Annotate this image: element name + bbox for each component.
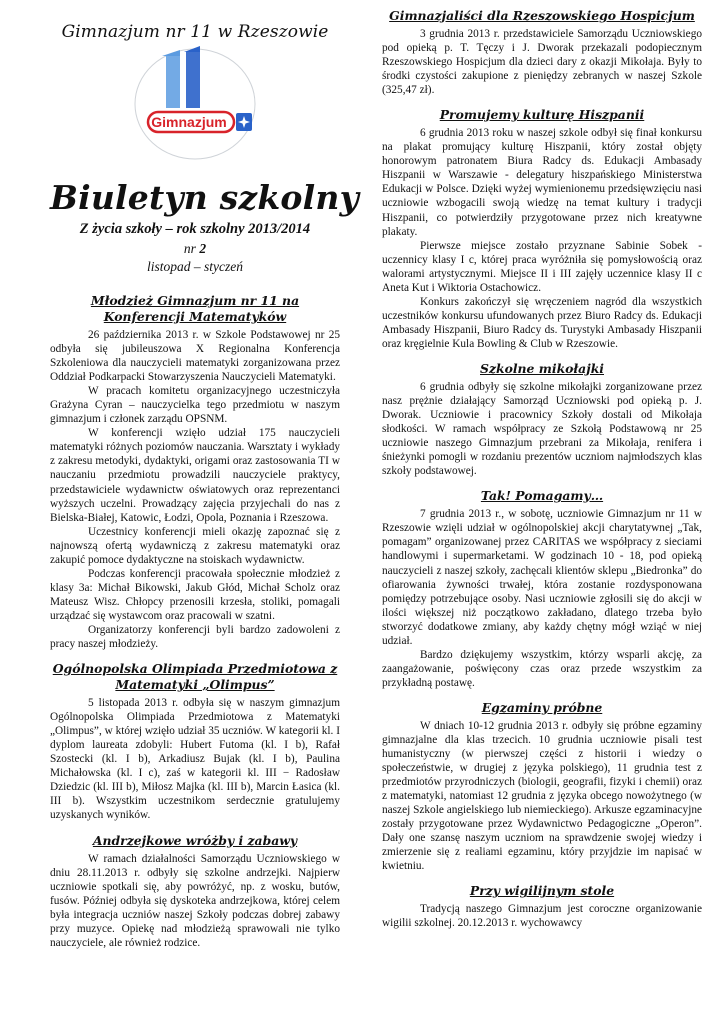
article-paragraph: W ramach działalności Samorządu Uczniowskiego w dniu 28.11.2013 r. odbyły się szkolne andrzejki. Najpierw uczniowie spotkali się, aby powróżyć, np. z wosku, butów, fusów. Później odbyła się dyskoteka andrzejkowa, której celem była integracja uczniów naszej Szkoły podczas dobrej zabawy przy muzyce. Opiekę nad młodzieżą sprawowali nie tylko nauczyciele, ale również rodzice. <box>50 852 340 949</box>
article-paragraph: 26 października 2013 r. w Szkole Podstawowej nr 25 odbyła się jubileuszowa X Regionalna Konferencja Szkoleniowa dla nauczycieli matematyki zorganizowana przez Oddział Podkarpacki Stowarzyszenia Nauczycieli Matematyki. <box>50 329 340 384</box>
article-paragraph: 7 grudnia 2013 r., w sobotę, uczniowie Gimnazjum nr 11 w Rzeszowie wzięli udział w ogólnopolskiej akcji charytatywnej „Tak, pomagam” organizowanej przez CARITAS we współpracy z sieciami handlowymi i supermarketami. W godzinach 10 - 18, pod opieką nauczycieli z naszej szkoły, zachęcali klientów sklepu „Biedronka” do ofiarowania żywności trwałej, która zostanie rozdysponowana pomiędzy potrzebujące osoby. Nasi uczniowie zgłosili się do akcji w ilości większej niż początkowo zakładano, dlatego trzeba było stworzyć dodatkowe zmiany, aby każdy chętny mógł wziąć w niej udział. <box>382 508 702 647</box>
article-hospice <box>382 8 702 97</box>
issue-number: nr 2 <box>183 241 207 256</box>
article-paragraph: Konkurs zakończył się wręczeniem nagród dla wszystkich uczestników konkursu ufundowanych przez Biuro Radcy ds. Edukacji Ambasady Hiszpanii, Biuro Radcy ds. Turystyki Ambasady Hiszpanii oraz kręgielnie Kula Bowling & Club w Rzeszowie. <box>382 295 702 350</box>
article-paragraph: Uczestnicy konferencji mieli okazję zapoznać się z najnowszą ofertą wydawniczą z zakresu matematyki oraz zakupić pomoce dydaktyczne na stoiskach wydawnictw. <box>50 525 340 566</box>
article-paragraph: 6 grudnia 2013 roku w naszej szkole odbył się finał konkursu na plakat promujący kulturę Hiszpanii, który został objęty honorowym patronatem Biura Radcy ds. Edukacji Ambasady Hiszpanii w Warszawie - delegatury hiszpańskiego Ministerstwa Edukacji w Polsce. Dzięki wyżej wymienionemu przedsięwzięciu nasi uczniowie wzbogacili swoją wiedzę na temat kultury i tradycji Hiszpanii, co potwierdziły przygotowane przez nich kreatywne plakaty. <box>382 127 702 238</box>
bulletin-subtitle: Z życia szkoły – rok szkolny 2013/2014 <box>79 221 311 237</box>
article-olimpus <box>50 661 340 822</box>
article-paragraph: Podczas konferencji pracowała społecznie młodzież z klasy 3a: Michał Bikowski, Jakub Głód, Michał Scholz oraz Mateusz Wisz. Chłopcy przenosili krzesła, stoliki, pomagali urządzać się wystawcom oraz pracowali w szatni. <box>50 567 340 622</box>
article-paragraph: W pracach komitetu organizacyjnego uczestniczyła Grażyna Cyran – nauczycielka tego przedmiotu w naszym gimnazjum i członek zarządu OPSNM. <box>50 385 340 426</box>
article-heading: Przy wigilijnym stole <box>469 883 615 899</box>
article-paragraph: Organizatorzy konferencji byli bardzo zadowoleni z pracy naszej młodzieży. <box>50 623 340 651</box>
article-math-conference <box>50 293 340 651</box>
article-heading: Szkolne mikołajki <box>480 360 604 376</box>
article-mikolajki <box>382 361 702 478</box>
article-heading: Egzaminy próbne <box>481 699 603 715</box>
article-paragraph: 5 listopada 2013 r. odbyła się w naszym gimnazjum Ogólnopolska Olimpiada Przedmiotowa z Matematyki „Olimpus”, w której wzięło udział 35 uczniów. W kategorii kl. I dyplom laureata zdobyli: Hubert Futoma (kl. I b), Rafał Szostecki (kl. I b), Arkadiusz Bujak (kl. I b), Paulina Michałowska (kl. I c), zaś w kategorii kl. III − Radosław Dziedzic (kl. III b), Miłosz Majka (kl. III b), Marcin Łasica (kl. III b). Wszystkim uczestnikom serdecznie gratulujemy uzyskanych wyników. <box>50 697 340 822</box>
article-heading: Promujemy kulturę Hiszpanii <box>439 107 645 123</box>
article-paragraph: Bardzo dziękujemy wszystkim, którzy wsparli akcję, za zaangażowanie, poświęcony czas oraz przede wszystkim za przykładną postawę. <box>382 648 702 689</box>
article-heading: Tak! Pomagamy… <box>480 488 604 504</box>
article-andrzejki <box>50 833 340 950</box>
article-spain <box>382 107 702 351</box>
school-name: Gimnazjum nr 11 w Rzeszowie <box>61 22 329 42</box>
article-paragraph: W dniach 10-12 grudnia 2013 r. odbyły się próbne egzaminy gimnazjalne dla klas trzecich. 10 grudnia uczniowie pisali test humanistyczny (w pierwszej części z historii i wiedzy o społeczeństwie, w drugiej z języka polskiego), 11 grudnia test z przedmiotów przyrodniczych (biologii, geografii, fizyki i chemii) oraz z matematyki, natomiast 12 grudnia z języka obcego nowożytnego (w naszej Szkole angielskiego lub niemieckiego). Arkusze egzaminacyjne zostały przygotowane przez Wydawnictwo Pedagogiczne „Operon”. Dały one szansę naszym uczniom na sprawdzenie swojej wiedzy i zmierzenie się z realiami egzaminu, który przyjdzie im napisać w kwietniu. <box>382 719 702 873</box>
article-heading: Gimnazjaliści dla Rzeszowskiego Hospicjum <box>389 8 695 23</box>
article-paragraph: Pierwsze miejsce zostało przyznane Sabinie Sobek - uczennicy klasy I c, której praca wyróżniła się pomysłowością oraz walorami artystycznymi. Miejsce II i III zajęły uczennice klasy II c Aneta Kut i Wiktoria Ostachowicz. <box>382 239 702 294</box>
article-heading: Andrzejkowe wróżby i zabawy <box>92 832 298 848</box>
article-paragraph: Tradycją naszego Gimnazjum jest coroczne organizowanie wigilii szkolnej. 20.12.2013 r. wychowawcy <box>382 903 702 930</box>
article-paragraph: 6 grudnia odbyły się szkolne mikołajki zorganizowane przez nasz prężnie działający Samorząd Uczniowski pod opieką p. J. Dworak. Uczniowie i pracownicy Szkoły dostali od Mikołaja słodkości. W ramach współpracy ze Szkołą Podstawową nr 25 uczniowie naszego Gimnazjum przebrani za Mikołaja, renifera i śnieżynki pomogli w rozdaniu prezentów uczniom najmłodszych klas szkoły podstawowej. <box>382 380 702 478</box>
article-heading: Młodzież Gimnazjum nr 11 na Konferencji Matematyków <box>90 293 300 324</box>
issue-period: listopad – styczeń <box>147 259 243 274</box>
logo-text: Gimnazjum <box>151 114 227 130</box>
article-paragraph: 3 grudnia 2013 r. przedstawiciele Samorządu Uczniowskiego pod opieką p. T. Tęczy i J. Dworak przekazali podopiecznym Rzeszowskiego Hospicjum dla dzieci dary z okazji Mikołaja. Były to środki czystości zakupione z pieniędzy zebranych w naszej Szkole (325,47 zł). <box>382 28 702 97</box>
article-mock-exams <box>382 700 702 874</box>
article-paragraph: W konferencji wzięło udział 175 nauczycieli matematyki różnych poziomów nauczania. Warsztaty i wykłady z zakresu metodyki, dydaktyki, origami oraz zastosowania TI w nauczaniu przedmiotu prowadzili nauczyciele praktycy, przedstawiciele wydawnictw oświatowych oraz reprezentanci wyższych uczelni. Prowadzący zajęcia przyjechali do nas z Bielska-Białej, Katowic, Łodzi, Opola, Poznania i Rzeszowa. <box>50 427 340 524</box>
left-column <box>50 0 359 950</box>
article-tak-pomagamy <box>382 488 702 690</box>
bulletin-title: Biuletyn szkolny <box>50 178 359 217</box>
article-christmas-eve <box>382 883 702 930</box>
school-logo <box>132 46 258 162</box>
right-column <box>382 0 702 931</box>
article-heading: Ogólnopolska Olimpiada Przedmiotowa z Matematyki „Olimpus” <box>52 661 338 693</box>
logo-area <box>50 46 340 164</box>
